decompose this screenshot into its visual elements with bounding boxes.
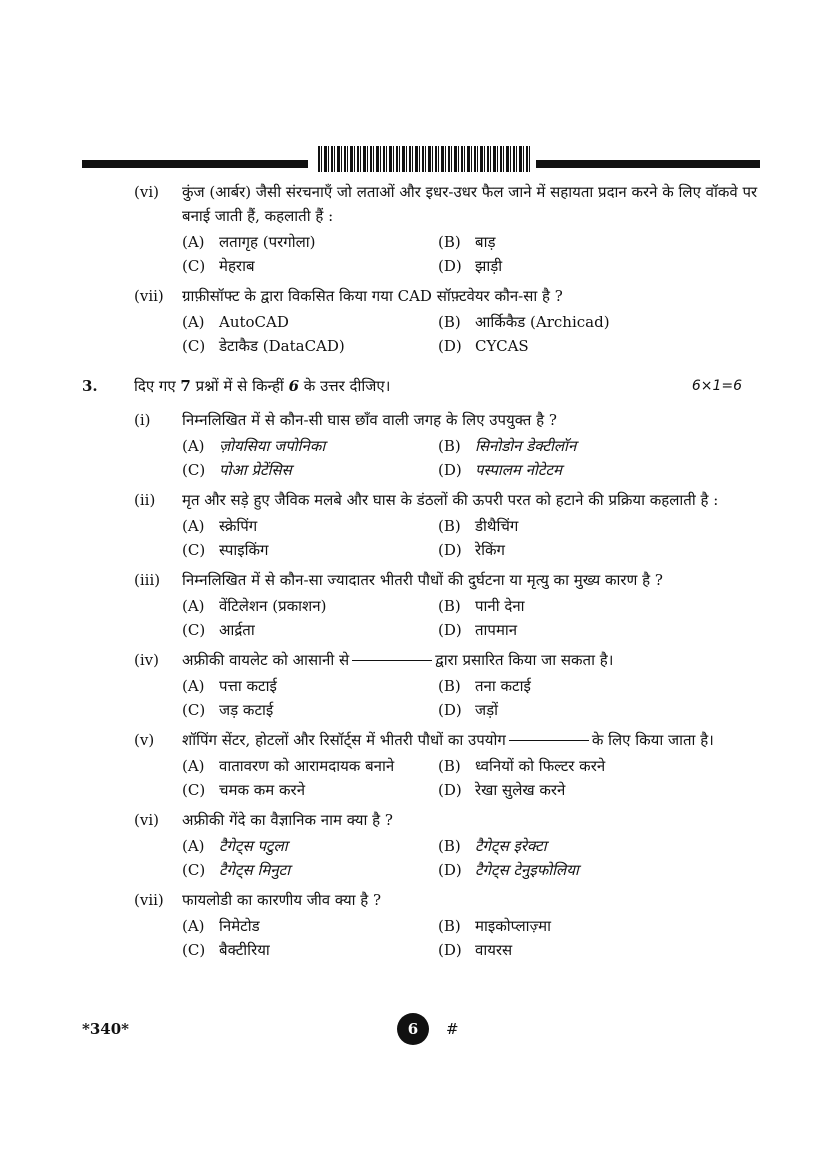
option-a: (A) लतागृह (परगोला)	[182, 233, 316, 251]
option-a: (A) स्क्रेपिंग	[182, 517, 258, 535]
option-d: (D) पस्पालम नोटेटम	[438, 461, 562, 479]
option-c: (C) टैगेट्स मिनुटा	[182, 861, 291, 879]
option-b: (B) माइकोप्लाज़्मा	[438, 917, 552, 935]
option-c: (C) आर्द्रता	[182, 621, 255, 639]
option-b: (B) सिनोडोन डेक्टीलॉन	[438, 437, 577, 455]
question-stem: शॉपिंग सेंटर, होटलों और रिसॉर्ट्स में भीतरी पौधों का उपयोग के लिए किया जाता है।	[182, 731, 714, 749]
option-c: (C) बैक्टीरिया	[182, 941, 270, 959]
question-3-v: (v) शॉपिंग सेंटर, होटलों और रिसॉर्ट्स में भीतरी पौधों का उपयोग के लिए किया जाता है। (A) वातावरण को आरामदायक बनाने (B) ध्वनियों को फिल्टर करने (C) चमक कम करने (D) रेखा सुलेख करने	[82, 728, 762, 802]
question-stem: अफ्रीकी गेंदे का वैज्ञानिक नाम क्या है ?	[182, 811, 393, 829]
option-a: (A) ज़ोयसिया जपोनिका	[182, 437, 326, 455]
options	[182, 310, 762, 358]
option-c: (C) चमक कम करने	[182, 781, 306, 799]
question-stem: कुंज (आर्बर) जैसी संरचनाएँ जो लताओं और इधर-उधर फैल जाने में सहायता प्रदान करने के लिए वॉकवे पर बनाई जाती हैं, कहलाती हैं :	[182, 183, 758, 225]
footer-hash: #	[446, 1020, 459, 1038]
question-number: (vii)	[134, 287, 164, 305]
header-rule-right	[536, 160, 760, 168]
option-a: (A) टैगेट्स पटुला	[182, 837, 288, 855]
option-b: (B) ध्वनियों को फिल्टर करने	[438, 757, 606, 775]
option-b: (B) आर्किकैड (Archicad)	[438, 313, 610, 331]
question-stem: अफ्रीकी वायलेट को आसानी से द्वारा प्रसारित किया जा सकता है।	[182, 651, 614, 669]
barcode	[318, 146, 530, 172]
option-c: (C) स्पाइकिंग	[182, 541, 269, 559]
option-b: (B) बाड़	[438, 233, 496, 251]
question-number: (vi)	[134, 183, 159, 201]
option-d: (D) तापमान	[438, 621, 518, 639]
option-d: (D) जड़ों	[438, 701, 499, 719]
option-a: (A) वेंटिलेशन (प्रकाशन)	[182, 597, 327, 615]
paper-code: *340*	[82, 1020, 129, 1038]
question-2-vi	[82, 180, 762, 278]
option-d: (D) रेखा सुलेख करने	[438, 781, 566, 799]
option-d: (D) CYCAS	[438, 337, 529, 355]
option-d: (D) टैगेट्स टेनुइफोलिया	[438, 861, 579, 879]
question-stem: फायलोडी का कारणीय जीव क्या है ?	[182, 891, 382, 909]
option-d: (D) वायरस	[438, 941, 513, 959]
option-b: (B) पानी देना	[438, 597, 525, 615]
question-stem: ग्राफ़ीसॉफ्ट के द्वारा विकसित किया गया CAD सॉफ़्टवेयर कौन-सा है ?	[182, 287, 563, 305]
page-number: 6	[397, 1013, 429, 1045]
answer-blank	[509, 740, 589, 741]
question-3-vii: (vii) फायलोडी का कारणीय जीव क्या है ? (A) निमेटोड (B) माइकोप्लाज़्मा (C) बैक्टीरिया (D) वायरस	[82, 888, 762, 962]
option-b: (B) टैगेट्स इरेक्टा	[438, 837, 547, 855]
question-content	[82, 180, 762, 968]
question-3-i: (i) निम्नलिखित में से कौन-सी घास छाँव वाली जगह के लिए उपयुक्त है ? (A) ज़ोयसिया जपोनिका (B) सिनोडोन डेक्टीलॉन (C) पोआ प्रेटेंसिस (D) पस्पालम नोटेटम	[82, 408, 762, 482]
option-a: (A) वातावरण को आरामदायक बनाने	[182, 757, 395, 775]
section-3-heading	[82, 374, 762, 400]
question-3-iii: (iii) निम्नलिखित में से कौन-सा ज्यादातर भीतरी पौधों की दुर्घटना या मृत्यु का मुख्य कारण है ? (A) वेंटिलेशन (प्रकाशन) (B) पानी देना (C) आर्द्रता (D) तापमान	[82, 568, 762, 642]
section-marks: 6×1=6	[691, 378, 742, 394]
section-instruction: दिए गए 7 प्रश्नों में से किन्हीं 6 के उत्तर दीजिए।	[134, 377, 391, 395]
option-d: (D) रेकिंग	[438, 541, 505, 559]
option-a: (A) पत्ता कटाई	[182, 677, 277, 695]
option-b: (B) तना कटाई	[438, 677, 531, 695]
question-stem: निम्नलिखित में से कौन-सी घास छाँव वाली जगह के लिए उपयुक्त है ?	[182, 411, 557, 429]
option-c: (C) जड़ कटाई	[182, 701, 274, 719]
question-3-vi: (vi) अफ्रीकी गेंदे का वैज्ञानिक नाम क्या है ? (A) टैगेट्स पटुला (B) टैगेट्स इरेक्टा (C) टैगेट्स मिनुटा (D) टैगेट्स टेनुइफोलिया	[82, 808, 762, 882]
option-c: (C) मेहराब	[182, 257, 255, 275]
question-2-vii	[82, 284, 762, 358]
options	[182, 230, 762, 278]
option-b: (B) डीथैचिंग	[438, 517, 519, 535]
answer-blank	[352, 660, 432, 661]
question-3-ii: (ii) मृत और सड़े हुए जैविक मलबे और घास के डंठलों की ऊपरी परत को हटाने की प्रक्रिया कहलाती है : (A) स्क्रेपिंग (B) डीथैचिंग (C) स्पाइकिंग (D) रेकिंग	[82, 488, 762, 562]
option-a: (A) AutoCAD	[182, 313, 289, 331]
question-stem: मृत और सड़े हुए जैविक मलबे और घास के डंठलों की ऊपरी परत को हटाने की प्रक्रिया कहलाती है :	[182, 491, 719, 509]
option-c: (C) पोआ प्रेटेंसिस	[182, 461, 292, 479]
question-3-iv: (iv) अफ्रीकी वायलेट को आसानी से द्वारा प्रसारित किया जा सकता है। (A) पत्ता कटाई (B) तना कटाई (C) जड़ कटाई (D) जड़ों	[82, 648, 762, 722]
option-d: (D) झाड़ी	[438, 257, 503, 275]
question-stem: निम्नलिखित में से कौन-सा ज्यादातर भीतरी पौधों की दुर्घटना या मृत्यु का मुख्य कारण है ?	[182, 571, 663, 589]
option-a: (A) निमेटोड	[182, 917, 260, 935]
option-c: (C) डेटाकैड (DataCAD)	[182, 337, 345, 355]
header-rule-left	[82, 160, 308, 168]
section-number: 3.	[82, 377, 98, 395]
